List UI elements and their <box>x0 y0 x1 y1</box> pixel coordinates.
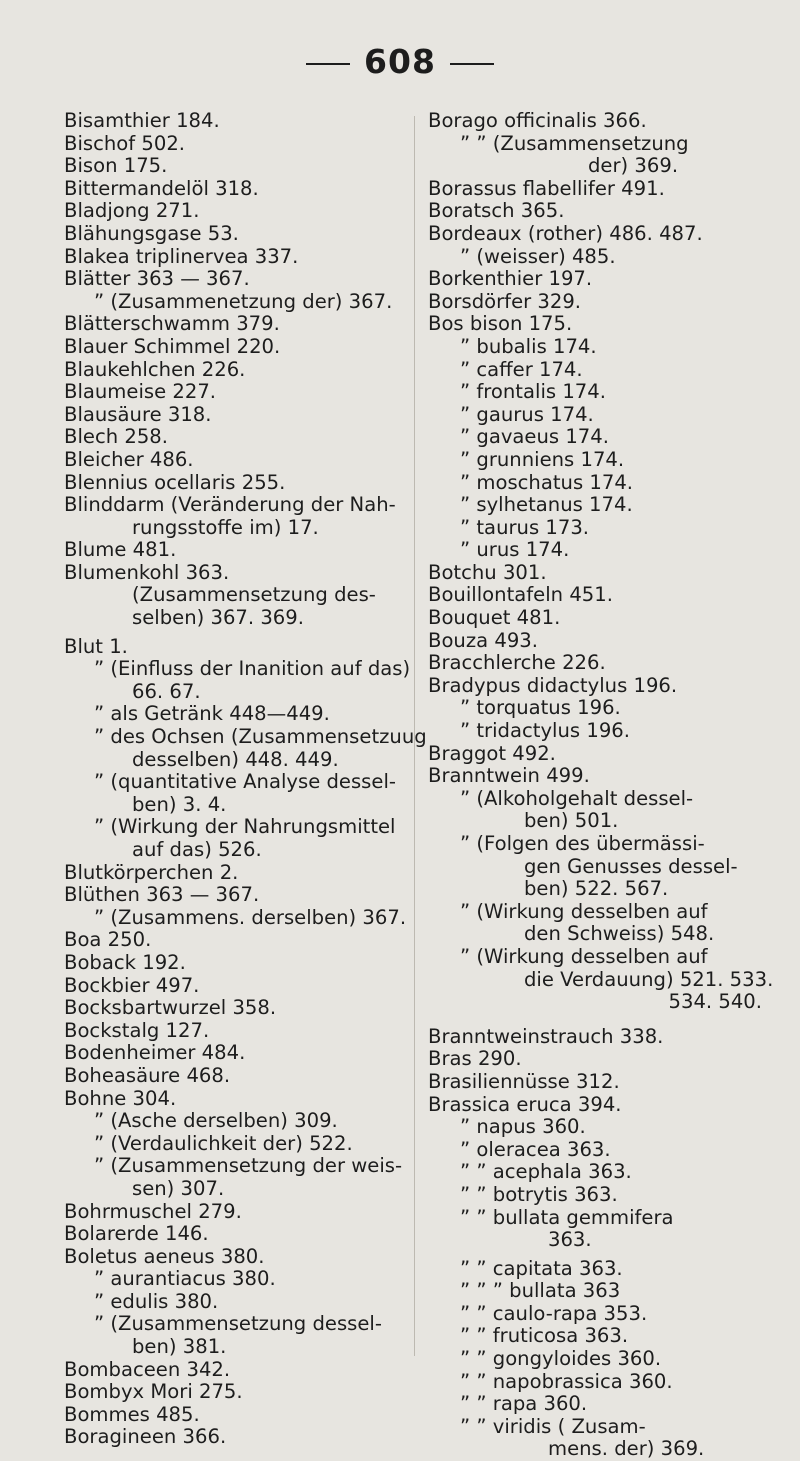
index-entry: Bos bison 175. <box>428 312 573 336</box>
index-continuation: selben) 367. 369. <box>132 606 304 630</box>
index-subentry: ” urus 174. <box>460 538 570 562</box>
index-entry: Boheasäure 468. <box>64 1063 231 1087</box>
index-subentry: ” (Zusammensetzung der weis- <box>94 1154 403 1178</box>
index-continuation: gen Genusses dessel- <box>524 854 738 878</box>
index-subentry: ” napus 360. <box>460 1115 586 1139</box>
index-subentry: ” (Folgen des übermässi- <box>460 832 705 855</box>
index-subentry: ” (Wirkung desselben auf <box>460 944 708 968</box>
index-subentry: ” (Zusammenetzung der) 367. <box>94 289 393 313</box>
index-entry: Blätterschwamm 379. <box>64 312 280 336</box>
right-index-column <box>428 110 780 1461</box>
index-subentry: ” gavaeus 174. <box>460 425 609 449</box>
index-subentry: ” gaurus 174. <box>460 402 594 426</box>
index-entry: Bockstalg 127. <box>64 1018 210 1042</box>
index-subentry: ” edulis 380. <box>94 1289 219 1313</box>
index-entry: Blaumeise 227. <box>64 380 217 404</box>
index-subentry: ” torquatus 196. <box>460 696 621 720</box>
index-continuation: sen) 307. <box>132 1176 225 1200</box>
index-subentry: ” als Getränk 448—449. <box>94 702 330 726</box>
index-entry: Borago officinalis 366. <box>428 109 647 132</box>
index-subentry: ” ” viridis ( Zusam- <box>460 1414 646 1438</box>
index-continuation: ben) 381. <box>132 1335 227 1359</box>
index-entry: Bohrmuschel 279. <box>64 1199 242 1223</box>
index-continuation: den Schweiss) 548. <box>524 922 715 946</box>
index-entry: Blume 481. <box>64 538 177 562</box>
index-entry: Bischof 502. <box>64 131 186 155</box>
index-subentry: ” moschatus 174. <box>460 470 634 494</box>
index-subentry: ” taurus 173. <box>460 515 590 539</box>
index-subentry: ” (quantitative Analyse dessel- <box>94 770 396 794</box>
index-entry: Bouza 493. <box>428 628 538 652</box>
index-entry: Blähungsgase 53. <box>64 221 239 245</box>
index-entry: Bras 290. <box>428 1047 522 1071</box>
index-entry: Bladjong 271. <box>64 199 200 223</box>
index-entry: Bracchlerche 226. <box>428 651 606 675</box>
index-entry: Branntwein 499. <box>428 764 590 788</box>
index-entry: Braggot 492. <box>428 741 556 765</box>
index-entry: Blakea triplinervea 337. <box>64 244 299 268</box>
index-subentry: ” ” acephala 363. <box>460 1160 632 1184</box>
index-continuation: 534. 540. <box>668 990 762 1014</box>
index-entry: Bockbier 497. <box>64 973 200 997</box>
index-subentry: ” (Alkoholgehalt dessel- <box>460 786 694 810</box>
index-subentry: ” (weisser) 485. <box>460 244 616 268</box>
index-entry: Borkenthier 197. <box>428 267 593 291</box>
index-subentry: ” ” ” bullata 363 <box>460 1279 621 1303</box>
index-entry: Boback 192. <box>64 950 186 974</box>
index-entry: Boa 250. <box>64 928 152 952</box>
index-entry: Bradypus didactylus 196. <box>428 673 678 697</box>
index-entry: Blinddarm (Veränderung der Nah- <box>64 493 396 517</box>
index-entry: Bocksbartwurzel 358. <box>64 996 277 1020</box>
index-entry: Bleicher 486. <box>64 447 194 471</box>
index-entry: Bouillontafeln 451. <box>428 583 613 607</box>
index-continuation: ben) 501. <box>524 809 619 833</box>
index-entry: Brassica eruca 394. <box>428 1092 622 1116</box>
index-subentry: ” ” bullata gemmifera <box>460 1205 674 1229</box>
index-continuation: desselben) 448. 449. <box>132 747 339 771</box>
index-subentry: ” sylhetanus 174. <box>460 493 633 517</box>
index-entry: Blausäure 318. <box>64 402 212 426</box>
index-subentry: ” (Zusammens. derselben) 367. <box>94 905 407 929</box>
index-entry: Bison 175. <box>64 154 168 178</box>
index-entry: Blaukehlchen 226. <box>64 357 246 381</box>
index-subentry: ” des Ochsen (Zusammensetzuug <box>94 725 427 749</box>
index-subentry: ” ” capitata 363. <box>460 1256 623 1280</box>
left-index-column <box>64 109 427 1449</box>
index-subentry: ” oleracea 363. <box>460 1137 611 1161</box>
index-subentry: ” aurantiacus 380. <box>94 1267 276 1291</box>
index-entry: Bittermandelöl 318. <box>64 176 259 200</box>
index-entry: Boratsch 365. <box>428 199 565 223</box>
index-continuation: 66. 67. <box>132 679 201 703</box>
index-continuation: 363. <box>548 1228 592 1252</box>
index-continuation: die Verdauung) 521. 533. <box>524 967 774 991</box>
index-subentry: ” ” napobrassica 360. <box>460 1369 673 1393</box>
index-continuation: der) 369. <box>588 154 679 178</box>
index-subentry: ” ” gongyloides 360. <box>460 1347 662 1371</box>
index-entry: Bohne 304. <box>64 1086 177 1110</box>
index-subentry: ” ” caulo-rapa 353. <box>460 1301 648 1325</box>
index-entry: Borsdörfer 329. <box>428 289 582 313</box>
index-subentry: (Zusammensetzung des- <box>132 583 376 607</box>
index-entry: Blauer Schimmel 220. <box>64 334 281 358</box>
index-entry: Bodenheimer 484. <box>64 1041 246 1065</box>
index-continuation: ben) 522. 567. <box>524 877 669 901</box>
index-continuation: mens. der) 369. <box>548 1437 705 1461</box>
index-subentry: ” (Wirkung desselben auf <box>460 899 708 923</box>
index-subentry: ” frontalis 174. <box>460 380 606 404</box>
index-entry: Boragineen 366. <box>64 1425 227 1449</box>
index-entry: Branntweinstrauch 338. <box>428 1024 664 1048</box>
index-subentry: ” grunniens 174. <box>460 447 625 471</box>
index-entry: Blutkörperchen 2. <box>64 860 239 884</box>
index-entry: Blut 1. <box>64 634 128 658</box>
index-subentry: ” caffer 174. <box>460 357 583 381</box>
index-entry: Bouquet 481. <box>428 606 561 630</box>
index-entry: Bombaceen 342. <box>64 1357 231 1381</box>
index-subentry: ” ” rapa 360. <box>460 1392 588 1416</box>
index-entry: Blüthen 363 — 367. <box>64 883 260 907</box>
index-subentry: ” ” botrytis 363. <box>460 1182 618 1206</box>
index-entry: Boletus aeneus 380. <box>64 1244 265 1268</box>
index-entry: Blumenkohl 363. <box>64 560 230 584</box>
index-entry: Borassus flabellifer 491. <box>428 176 665 200</box>
index-continuation: auf das) 526. <box>132 838 262 861</box>
index-subentry: ” bubalis 174. <box>460 334 597 358</box>
index-entry: Bombyx Mori 275. <box>64 1380 243 1404</box>
index-continuation: rungsstoffe im) 17. <box>132 515 319 539</box>
index-subentry: ” tridactylus 196. <box>460 719 630 743</box>
index-entry: Blennius ocellaris 255. <box>64 470 286 494</box>
index-subentry: ” (Verdaulichkeit der) 522. <box>94 1131 353 1155</box>
index-subentry: ” ” (Zusammensetzung <box>460 131 689 155</box>
page-number: 608 <box>0 42 800 81</box>
index-subentry: ” (Wirkung der Nahrungsmittel <box>94 815 396 839</box>
index-subentry: ” (Asche derselben) 309. <box>94 1109 338 1133</box>
index-entry: Blätter 363 — 367. <box>64 267 250 291</box>
index-entry: Bolarerde 146. <box>64 1222 209 1246</box>
index-continuation: ben) 3. 4. <box>132 792 227 816</box>
index-subentry: ” (Einfluss der Inanition auf das) <box>94 657 411 681</box>
index-entry: Bisamthier 184. <box>64 109 220 132</box>
index-entry: Botchu 301. <box>428 560 547 584</box>
index-subentry: ” ” fruticosa 363. <box>460 1324 629 1348</box>
index-entry: Blech 258. <box>64 425 168 449</box>
index-entry: Brasiliennüsse 312. <box>428 1069 620 1093</box>
index-subentry: ” (Zusammensetzung dessel- <box>94 1312 382 1336</box>
index-entry: Bordeaux (rother) 486. 487. <box>428 221 703 245</box>
index-entry: Bommes 485. <box>64 1402 200 1426</box>
